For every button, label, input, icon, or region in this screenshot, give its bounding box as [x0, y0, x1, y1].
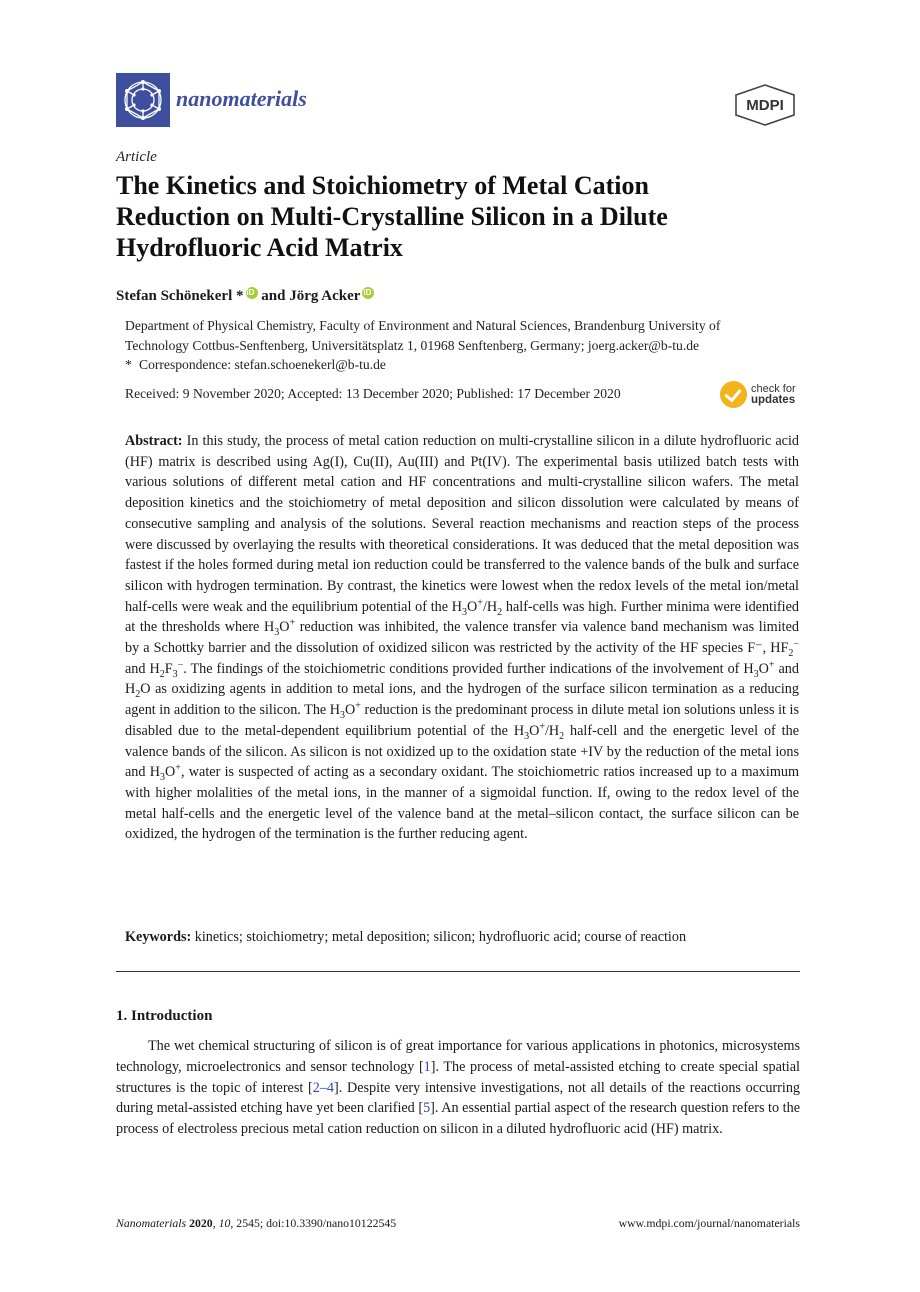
formula: $H_3O^+/H_2$ — [513, 721, 565, 742]
footer-citation: Nanomaterials 2020, 10, 2545; doi:10.3390/nano10122545 — [116, 1216, 397, 1230]
check-for-updates-badge[interactable] — [720, 381, 796, 408]
mdpi-logo — [732, 83, 798, 132]
affiliation-line: Department of Physical Chemistry, Faculty of Environment and Natural Sciences, Brandenburg University of — [125, 318, 721, 333]
author-list — [116, 287, 374, 305]
title-line: The Kinetics and Stoichiometry of Metal Cation — [116, 171, 649, 200]
orcid-icon[interactable] — [246, 287, 258, 299]
abstract-label: Abstract: — [125, 433, 183, 449]
formula: $H_2O$ — [125, 681, 151, 701]
abstract-text: reduction was inhibited, the valence transfer via valence band mechanism was limited by a Schottky barrier and the dissolution of oxidized silicon was restricted by the activity of the HF species — [125, 619, 799, 657]
abstract-text: , water is suspected of acting as a secondary oxidant. The stoichiometric ratios increased up to a maximum with higher molalities of the metal ions, in the manner of a sigmoidal function. If, owing to the redox level of the metal half-cells and the energetic level of the valence band at the metal–silicon contact, the surface silicon can be oxidized, the hydrogen of the termination is the further reducing agent. — [125, 764, 799, 843]
abstract-text: . The findings of the stoichiometric conditions provided further indications of the involvement of — [183, 660, 744, 677]
abstract-text: reduction is the predominant process in dilute metal ion solutions unless it is disabled due to the metal-dependent equilibrium potential of the — [125, 702, 799, 739]
affiliation — [125, 316, 805, 375]
publication-dates: Received: 9 November 2020; Accepted: 13 December 2020; Published: 17 December 2020 — [125, 386, 621, 401]
abstract-text: and — [125, 660, 150, 677]
nanomaterials-logo-icon — [116, 73, 170, 127]
formula: $H_3O^+$ — [149, 762, 181, 784]
affiliation-line: Technology Cottbus-Senftenberg, Universitätsplatz 1, 01968 Senftenberg, Germany; joerg.acker@b-tu.de — [125, 337, 700, 353]
check-updates-text — [751, 384, 796, 406]
section-heading: 1. Introduction — [116, 1008, 213, 1024]
citation-link[interactable]: 1 — [423, 1058, 431, 1075]
footer-volume: 10 — [218, 1216, 231, 1230]
footer-journal: Nanomaterials — [116, 1216, 187, 1230]
title-line: Reduction on Multi-Crystalline Silicon in a Dilute — [116, 202, 668, 231]
section-divider — [116, 971, 800, 972]
abstract-text: In this study, the process of metal cation reduction on multi-crystalline silicon in a dilute hydrofluoric acid (HF) matrix is described using Ag(I), Cu(II), Au(III) and Pt(IV). The experimental basis utilized batch tests with various solutions of different metal cation and HF concentrations and multi-crystalline silicon wafers. The metal deposition kinetics and the stoichiometry of metal deposition and silicon dissolution were calculated by means of consecutive sampling and analysis of the solutions. Several reaction mechanisms and reaction steps of the process were discussed by overlaying the results with theoretical considerations. It was deduced that the metal deposition was fastest if the holes formed during metal ion reduction could be transferred to the valence bands of the bulk and surface silicon with hydrogen termination. By contrast, the kinetics were lowest when the redox levels of the metal ion/metal half-cells were weak and the equilibrium potential of the — [125, 433, 800, 615]
journal-name: nanomaterials — [176, 86, 307, 111]
formula: F⁻, $HF_2^-$ — [747, 638, 799, 659]
article-type: Article — [116, 149, 157, 165]
publisher-name: MDPI — [746, 97, 784, 114]
footer-url[interactable]: www.mdpi.com/journal/nanomaterials — [618, 1216, 800, 1230]
correspondence-text: Correspondence: stefan.schoenekerl@b-tu.de — [139, 357, 386, 372]
formula: $H_3O^+$ — [263, 617, 296, 639]
check-updates-line: check for — [751, 382, 796, 395]
citation-link[interactable]: 5 — [423, 1100, 431, 1117]
keywords — [125, 929, 815, 946]
keywords-text: kinetics; stoichiometry; metal deposition; silicon; hydrofluoric acid; course of reaction — [194, 929, 687, 945]
author-name: Stefan Schönekerl * — [116, 288, 244, 304]
check-updates-line: updates — [751, 393, 796, 406]
formula: $H_2F_3^-$ — [149, 659, 184, 680]
introduction-body — [116, 1036, 800, 1140]
check-icon — [720, 381, 747, 408]
abstract-text: and — [774, 660, 799, 677]
citation-link[interactable]: 2–4 — [312, 1079, 335, 1096]
abstract — [125, 431, 799, 845]
correspondence-star: * — [125, 357, 132, 372]
paragraph: The wet chemical structuring of silicon is of great importance for various applications in photonics, microsystems technology, microelectronics and sensor technology [1]. The process of metal-assisted etching to create special spatial structures is the topic of interest [2–4]. Despite very intensive investigations, not all details of the reactions occurring during metal-assisted etching have yet been clarified [5]. An essential partial aspect of the research question refers to the process of electroless precious metal cation reduction on silicon in a diluted hydrofluoric acid (HF) matrix. — [116, 1038, 801, 1138]
abstract-text: half-cells was high. Further minima were identified at the thresholds where — [125, 598, 799, 636]
keywords-label: Keywords: — [125, 929, 192, 945]
formula: $H_3O^+$ — [743, 659, 775, 680]
abstract-text: half-cell and the energetic level of the valence bands of the silicon. As silicon is not oxidized up to the oxidation state +IV by the reduction of the metal ions and — [125, 722, 799, 781]
footer-year: 2020 — [189, 1216, 213, 1230]
author-name: Jörg Acker — [289, 288, 361, 304]
footer-doi: , 2545; doi:10.3390/nano10122545 — [230, 1216, 397, 1230]
abstract-text: as oxidizing agents in addition to metal ions, and the hydrogen of the surface silicon termination as a reducing agent in addition to the silicon. The — [125, 681, 799, 719]
title-line: Hydrofluoric Acid Matrix — [116, 233, 403, 262]
formula: $H_3O^+$ — [329, 700, 361, 721]
author-conjunction: and — [261, 288, 286, 304]
paper-title — [116, 170, 816, 263]
correspondence-line — [125, 355, 805, 375]
formula: $H_3O^+/H_2$ — [451, 596, 503, 618]
orcid-icon[interactable] — [362, 287, 374, 299]
